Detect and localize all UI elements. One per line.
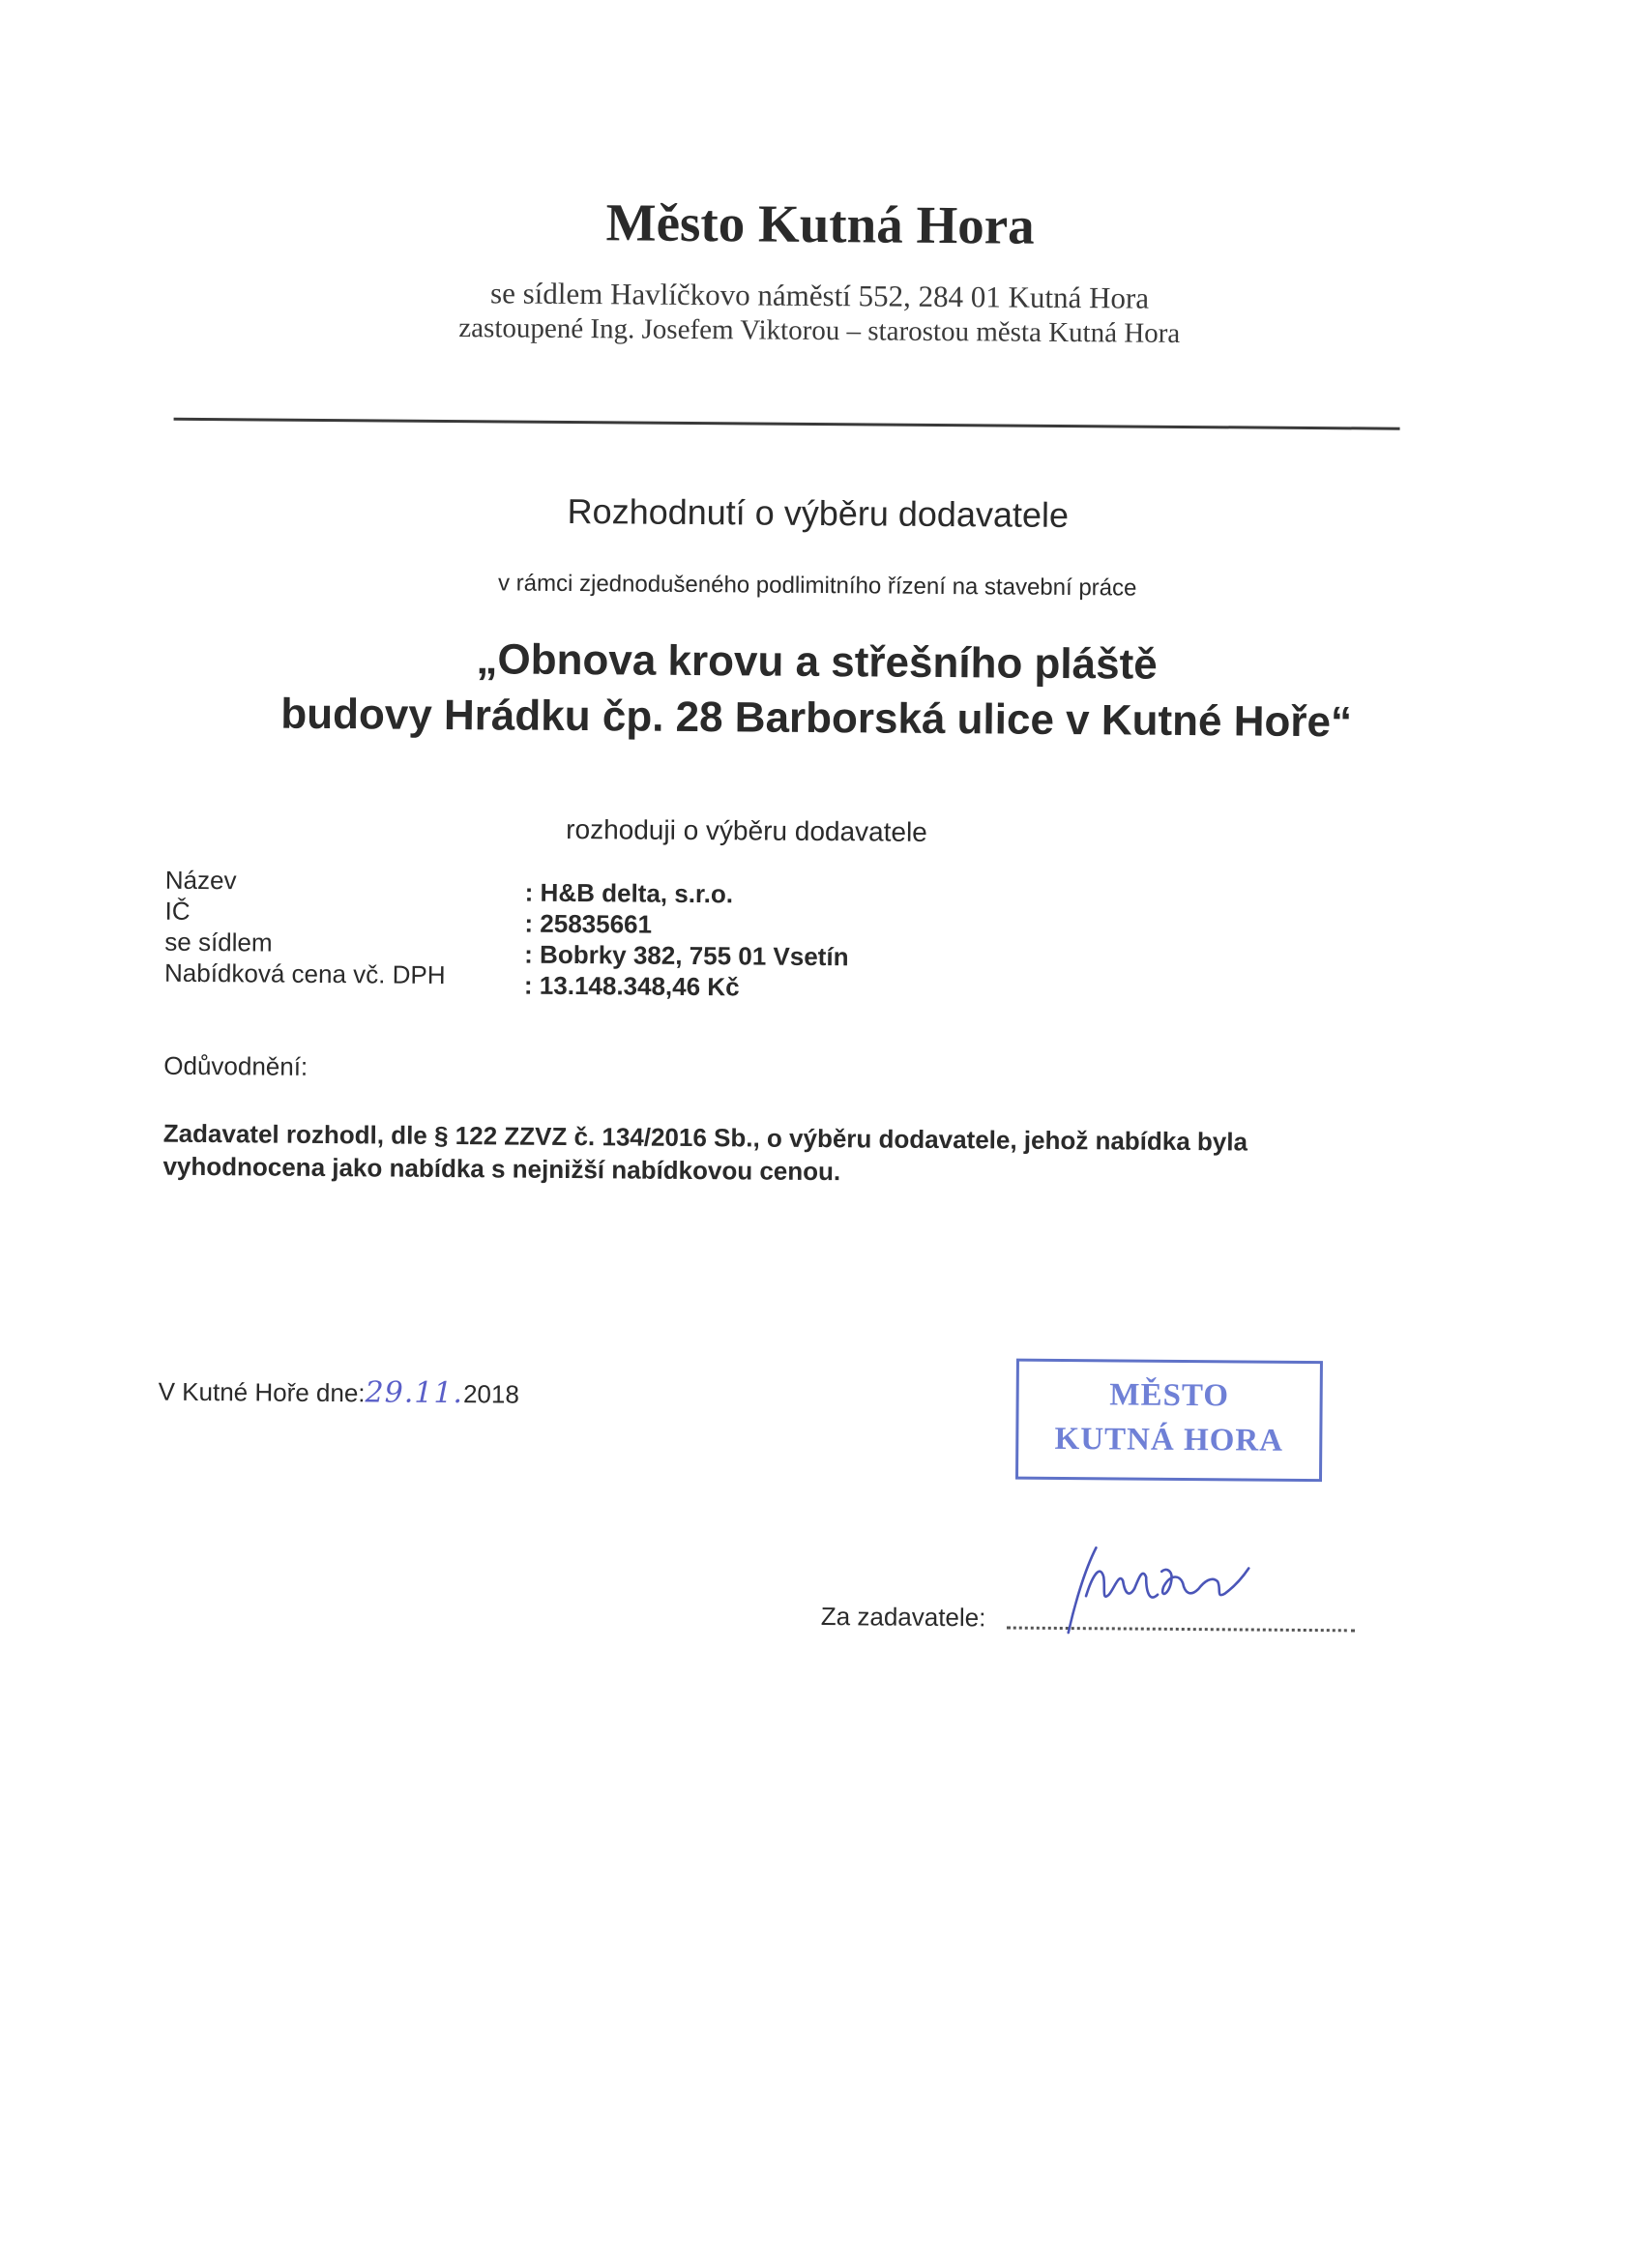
signer-label: Za zadavatele: xyxy=(820,1602,986,1633)
handwritten-date: 29.11. xyxy=(365,1375,464,1411)
procedure-intro: v rámci zjednodušeného podlimitního řízení na stavební práce xyxy=(497,570,1137,602)
supplier-label-ic: IČ xyxy=(164,896,191,926)
date-line xyxy=(159,1374,519,1411)
date-year: 2018 xyxy=(462,1379,519,1409)
stamp-line2: KUTNÁ HORA xyxy=(1054,1421,1284,1458)
date-prefix: V Kutné Hoře dne: xyxy=(158,1376,366,1408)
justification-line2: vyhodnocena jako nabídka s nejnižší nabídkovou cenou. xyxy=(162,1151,841,1187)
signature-icon xyxy=(1042,1538,1294,1646)
supplier-label-name: Název xyxy=(164,865,237,896)
supplier-label-seat: se sídlem xyxy=(164,927,273,957)
document-title: Město Kutná Hora xyxy=(605,192,1035,255)
justification-heading: Odůvodnění: xyxy=(163,1050,308,1081)
stamp-line1: MĚSTO xyxy=(1109,1377,1230,1414)
header-divider xyxy=(174,418,1400,430)
supplier-value-seat: : Bobrky 382, 755 01 Vsetín xyxy=(524,939,849,972)
supplier-label-price: Nabídková cena vč. DPH xyxy=(163,957,446,989)
supplier-value-ic: : 25835661 xyxy=(524,908,653,939)
project-title-line1: „Obnova krovu a střešního pláště xyxy=(476,635,1158,689)
project-title-line2: budovy Hrádku čp. 28 Barborská ulice v Kutné Hoře“ xyxy=(280,690,1353,747)
address-line: se sídlem Havlíčkovo náměstí 552, 284 01 Kutná Hora xyxy=(489,276,1150,315)
decision-statement: rozhoduji o výběru dodavatele xyxy=(566,813,927,847)
official-stamp xyxy=(1015,1359,1323,1482)
decision-heading: Rozhodnutí o výběru dodavatele xyxy=(567,490,1070,536)
supplier-value-price: : 13.148.348,46 Kč xyxy=(523,970,740,1002)
justification-line1: Zadavatel rozhodl, dle § 122 ZZVZ č. 134/2016 Sb., o výběru dodavatele, jehož nabídka byla xyxy=(162,1118,1248,1157)
supplier-value-name: : H&B delta, s.r.o. xyxy=(524,877,734,909)
representative-line: zastoupené Ing. Josefem Viktorou – starostou města Kutná Hora xyxy=(458,312,1181,349)
